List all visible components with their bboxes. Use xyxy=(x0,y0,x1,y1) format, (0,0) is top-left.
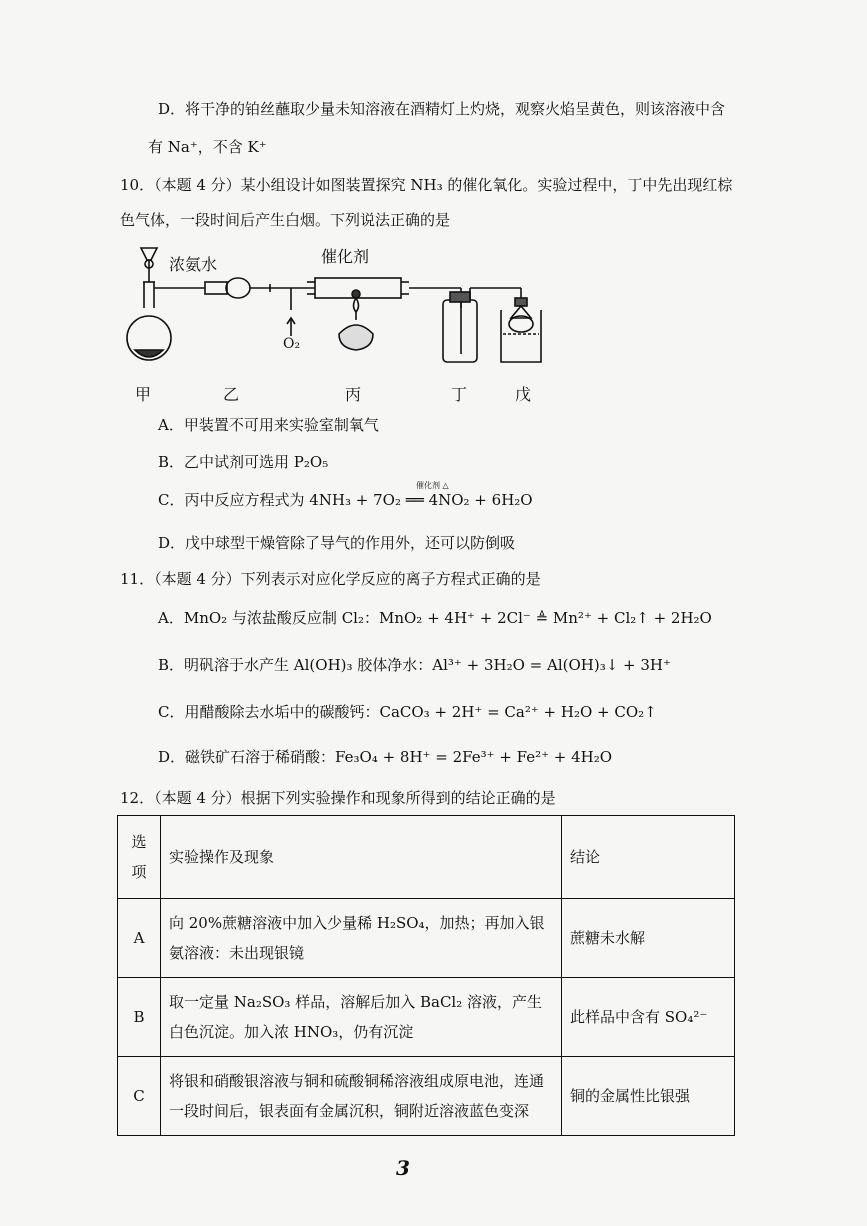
page-number: 3 xyxy=(396,1156,410,1180)
row-operation: 取一定量 Na₂SO₃ 样品，溶解后加入 BaCl₂ 溶液，产生白色沉淀。加入浓 HNO₃，仍有沉淀 xyxy=(161,978,562,1057)
q10-stem-line2: 色气体，一段时间后产生白烟。下列说法正确的是 xyxy=(120,211,451,229)
q9-option-d-line1: D．将干净的铂丝蘸取少量未知溶液在酒精灯上灼烧，观察火焰呈黄色，则该溶液中含 xyxy=(158,100,726,118)
row-conclusion: 铜的金属性比银强 xyxy=(562,1057,735,1136)
row-operation: 将银和硝酸银溶液与铜和硫酸铜稀溶液组成原电池，连通一段时间后，银表面有金属沉积，铜附近溶液蓝色变深 xyxy=(161,1057,562,1136)
q11-option-a: A．MnO₂ 与浓盐酸反应制 Cl₂：MnO₂ + 4H⁺ + 2Cl⁻ ≜ Mn²⁺ + Cl₂↑ + 2H₂O xyxy=(158,609,712,627)
q10-option-d: D．戊中球型干燥管除了导气的作用外，还可以防倒吸 xyxy=(158,534,516,552)
row-option: B xyxy=(118,978,161,1057)
part-label-bing: 丙 xyxy=(345,385,362,404)
catalyst-label: 催化剂 xyxy=(321,247,370,266)
row-conclusion: 蔗糖未水解 xyxy=(562,899,735,978)
part-label-wu: 戊 xyxy=(515,385,532,404)
apparatus-figure xyxy=(125,238,565,408)
part-label-jia: 甲 xyxy=(135,385,152,404)
q10-option-a: A．甲装置不可用来实验室制氧气 xyxy=(158,416,379,434)
table-row xyxy=(118,1057,735,1136)
row-option: A xyxy=(118,899,161,978)
q9-option-d-line2: 有 Na⁺，不含 K⁺ xyxy=(148,138,267,156)
header-option: 选项 xyxy=(118,816,161,899)
q10-stem-line1: 10．（本题 4 分）某小组设计如图装置探究 NH₃ 的催化氧化。实验过程中，丁中先出现红棕 xyxy=(120,176,733,194)
q11-stem: 11．（本题 4 分）下列表示对应化学反应的离子方程式正确的是 xyxy=(120,570,541,588)
part-label-yi: 乙 xyxy=(223,385,240,404)
q10-option-c-condition: 催化剂 △ xyxy=(416,481,449,490)
oxygen-label: O₂ xyxy=(283,336,301,352)
q10-option-c: C．丙中反应方程式为 4NH₃ + 7O₂ ══ 4NO₂ + 6H₂O xyxy=(158,491,533,509)
part-label-ding: 丁 xyxy=(451,385,468,404)
q11-option-b: B．明矾溶于水产生 Al(OH)₃ 胶体净水：Al³⁺ + 3H₂O = Al(OH)₃↓ + 3H⁺ xyxy=(158,656,671,674)
table-header-row xyxy=(118,816,735,899)
table-row xyxy=(118,899,735,978)
header-operation: 实验操作及现象 xyxy=(161,816,562,899)
header-conclusion: 结论 xyxy=(562,816,735,899)
row-operation: 向 20%蔗糖溶液中加入少量稀 H₂SO₄，加热；再加入银氨溶液：未出现银镜 xyxy=(161,899,562,978)
q12-stem: 12．（本题 4 分）根据下列实验操作和现象所得到的结论正确的是 xyxy=(120,789,556,807)
row-conclusion: 此样品中含有 SO₄²⁻ xyxy=(562,978,735,1057)
experiment-table xyxy=(117,815,735,1136)
ammonia-label: 浓氨水 xyxy=(169,255,218,274)
table-row xyxy=(118,978,735,1057)
q11-option-c: C．用醋酸除去水垢中的碳酸钙：CaCO₃ + 2H⁺ = Ca²⁺ + H₂O + CO₂↑ xyxy=(158,703,657,721)
row-option: C xyxy=(118,1057,161,1136)
q10-option-b: B．乙中试剂可选用 P₂O₅ xyxy=(158,453,329,471)
q11-option-d: D．磁铁矿石溶于稀硝酸：Fe₃O₄ + 8H⁺ = 2Fe³⁺ + Fe²⁺ + 4H₂O xyxy=(158,748,613,766)
